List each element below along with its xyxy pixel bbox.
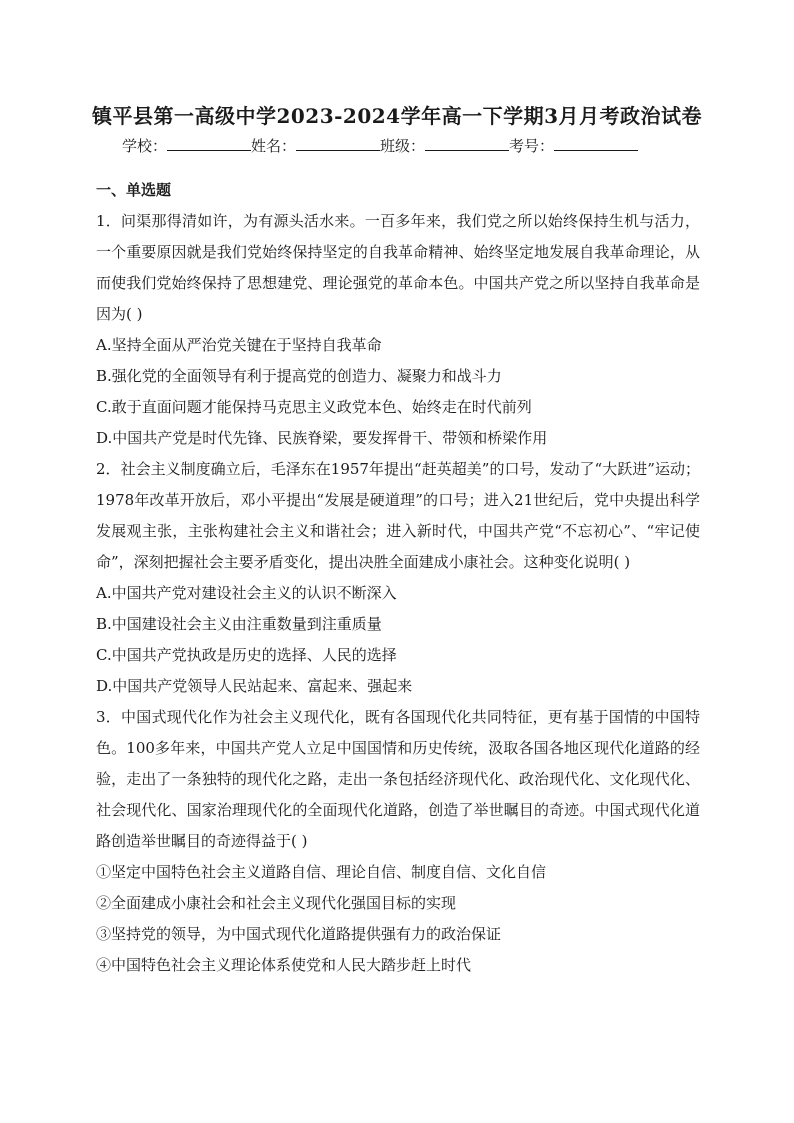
exam-title: 镇平县第一高级中学2023-2024学年高一下学期3月月考政治试卷: [91, 104, 703, 128]
question-3-statement-4: ④中国特色社会主义理论体系使党和人民大踏步赶上时代: [96, 956, 472, 974]
name-blank[interactable]: [296, 136, 380, 151]
question-3-statement-3: ③坚持党的领导，为中国式现代化道路提供强有力的政治保证: [96, 925, 502, 943]
question-3-statement-2: ②全面建成小康社会和社会主义现代化强国目标的实现: [96, 894, 457, 912]
question-3: [96, 702, 700, 981]
question-1-text: 1．问渠那得清如许，为有源头活水来。一百多年来，我们党之所以始终保持生机与活力，一个重要原因就是我们党始终保持坚定的自我革命精神、始终坚定地发展自我革命理论，从而使我们党始终保持了思想建党、理论强党的革命本色。中国共产党之所以坚持自我革命是因为( ): [96, 212, 700, 323]
name-label: 姓名：: [251, 137, 297, 155]
question-2: [96, 454, 700, 702]
question-1-option-d: D.中国共产党是时代先锋、民族脊梁，要发挥骨干、带领和桥梁作用: [96, 429, 548, 447]
class-blank[interactable]: [425, 136, 509, 151]
question-1-option-c: C.敢于直面问题才能保持马克思主义政党本色、始终走在时代前列: [96, 398, 532, 416]
number-label: 考号：: [509, 137, 555, 155]
exam-content: [96, 178, 700, 981]
school-label: 学校：: [122, 137, 168, 155]
question-2-text: 2．社会主义制度确立后，毛泽东在1957年提出“赶英超美”的口号，发动了“大跃进”运动；1978年改革开放后，邓小平提出“发展是硬道理”的口号；进入21世纪后，党中央提出科学发展观主张，主张构建社会主义和谐社会；进入新时代，中国共产党“不忘初心”、“牢记使命”，深刻把握社会主要矛盾变化，提出决胜全面建成小康社会。这种变化说明( ): [96, 460, 700, 571]
school-blank[interactable]: [167, 136, 251, 151]
question-2-option-a: A.中国共产党对建设社会主义的认识不断深入: [96, 584, 397, 602]
question-2-option-c: C.中国共产党执政是历史的选择、人民的选择: [96, 646, 397, 664]
question-1-option-b: B.强化党的全面领导有利于提高党的创造力、凝聚力和战斗力: [96, 367, 502, 385]
section-heading: 一、单选题: [96, 181, 172, 199]
question-3-statement-1: ①坚定中国特色社会主义道路自信、理论自信、制度自信、文化自信: [96, 863, 547, 881]
question-3-text: 3．中国式现代化作为社会主义现代化，既有各国现代化共同特征，更有基于国情的中国特色。100多年来，中国共产党人立足中国国情和历史传统，汲取各国各地区现代化道路的经验，走出了一条独特的现代化之路，走出一条包括经济现代化、政治现代化、文化现代化、社会现代化、国家治理现代化的全面现代化道路，创造了举世瞩目的奇迹。中国式现代化道路创造举世瞩目的奇迹得益于( ): [96, 708, 700, 850]
number-blank[interactable]: [554, 136, 638, 151]
question-2-option-d: D.中国共产党领导人民站起来、富起来、强起来: [96, 677, 413, 695]
class-label: 班级：: [380, 137, 426, 155]
question-1-option-a: A.坚持全面从严治党关键在于坚持自我革命: [96, 336, 382, 354]
question-1: [96, 206, 700, 454]
student-info-row: [122, 135, 638, 156]
question-2-option-b: B.中国建设社会主义由注重数量到注重质量: [96, 615, 382, 633]
